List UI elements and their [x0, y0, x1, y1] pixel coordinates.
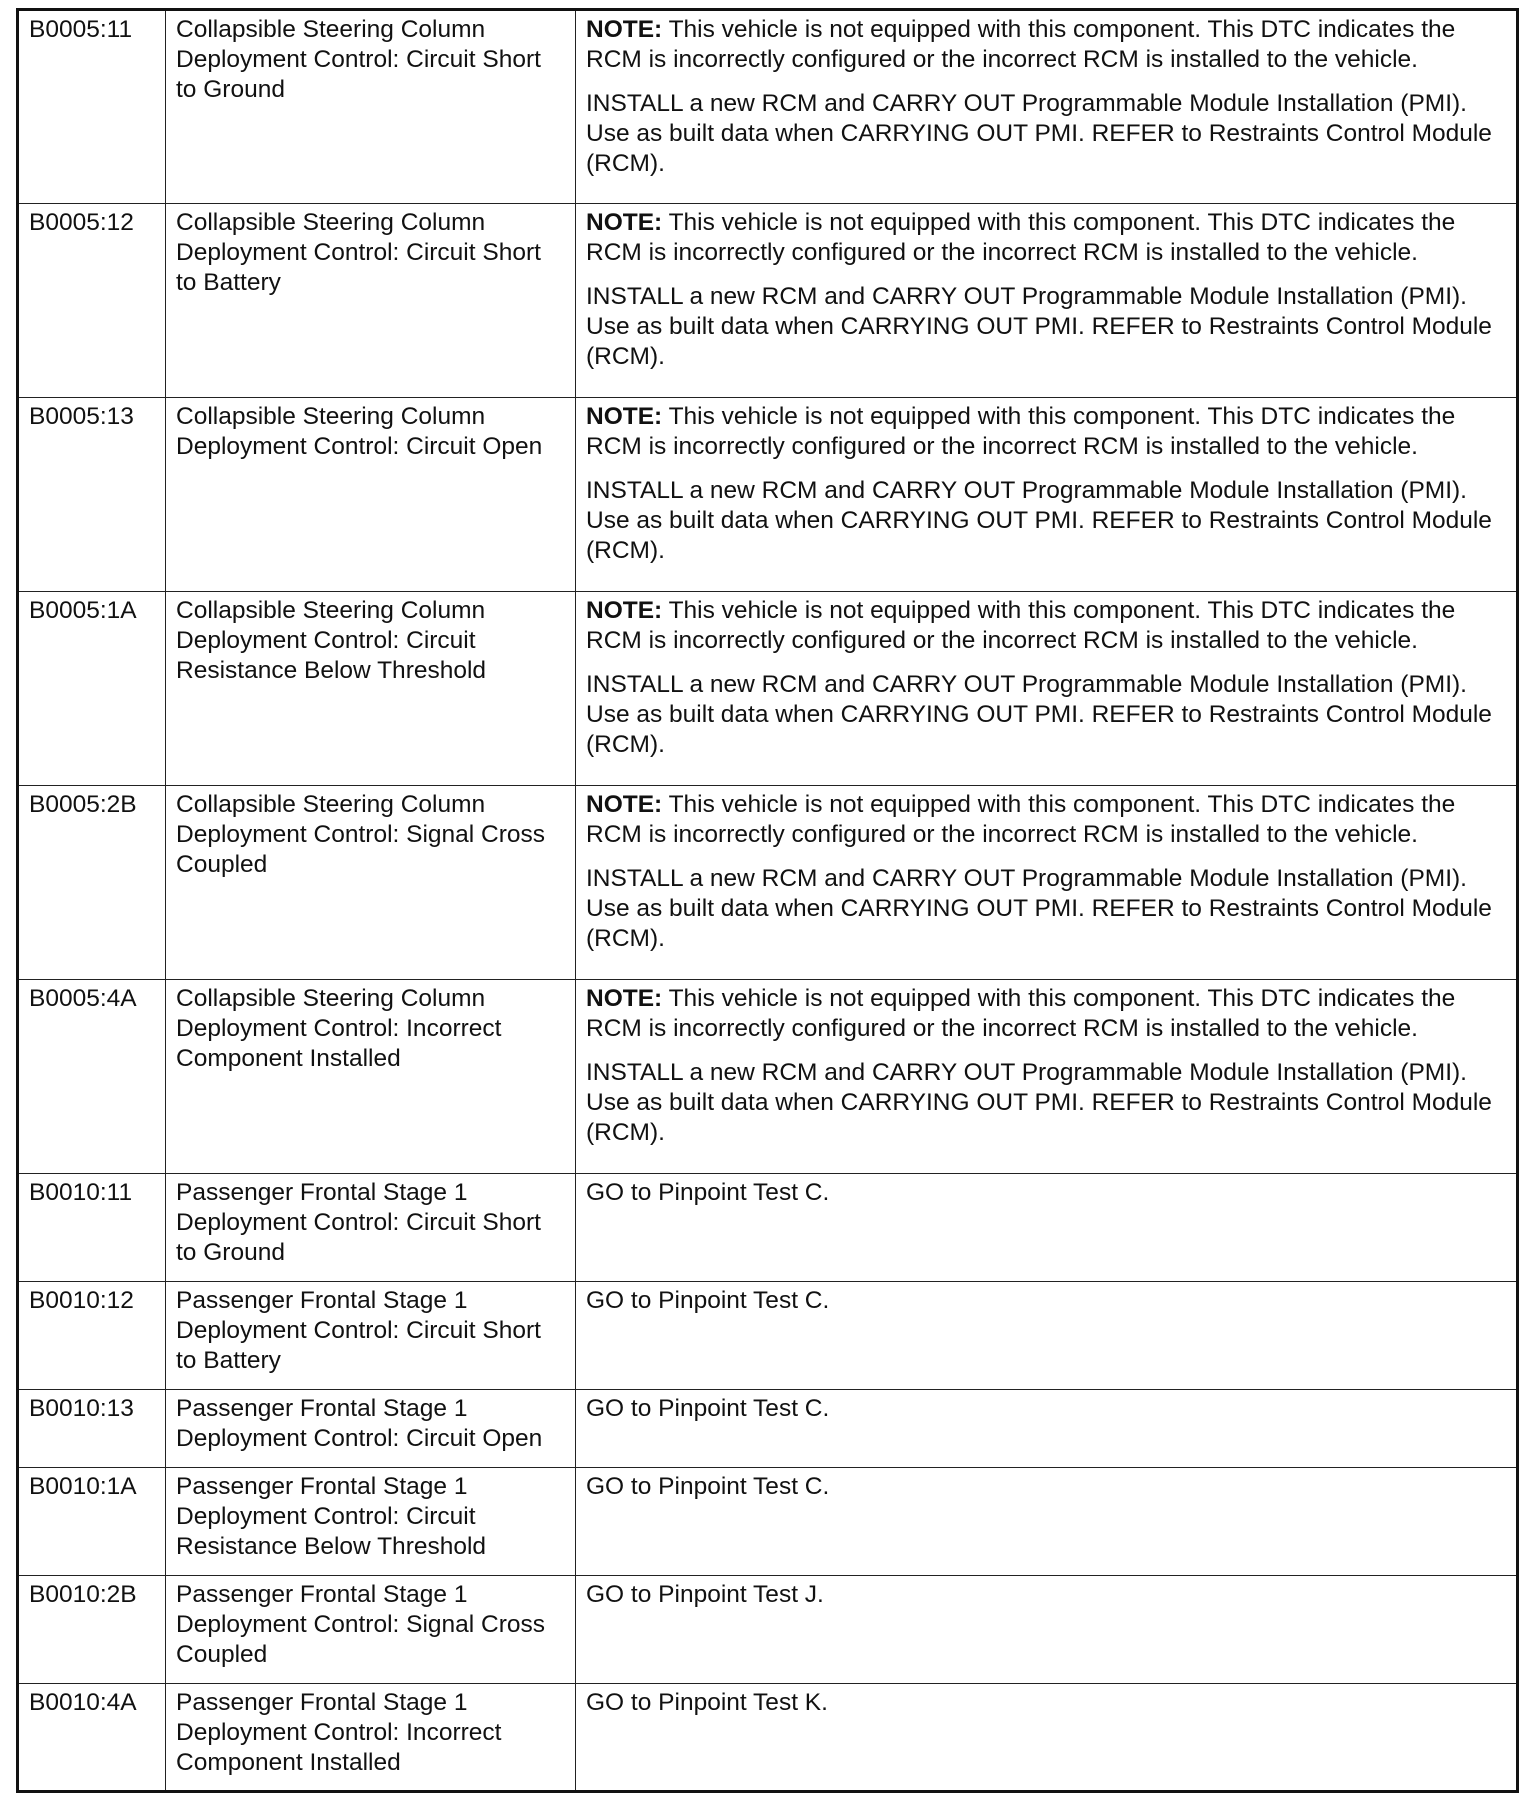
note-text: This vehicle is not equipped with this component. This DTC indicates the RCM is incorrectly configured or the incorrect RCM is installed to the vehicle.: [586, 16, 1456, 73]
action-text: INSTALL a new RCM and CARRY OUT Programmable Module Installation (PMI). Use as built data when CARRYING OUT PMI. REFER to Restraints Control Module (RCM).: [586, 671, 1492, 758]
dtc-description: Passenger Frontal Stage 1 Deployment Control: Signal Cross Coupled: [166, 1576, 576, 1684]
dtc-action-text: GO to Pinpoint Test C.: [576, 1390, 1518, 1468]
dtc-code: B0010:1A: [18, 1468, 166, 1576]
dtc-code: B0010:2B: [18, 1576, 166, 1684]
dtc-description: Passenger Frontal Stage 1 Deployment Control: Circuit Short to Ground: [166, 1174, 576, 1282]
note-paragraph: [586, 984, 1508, 1044]
note-label: NOTE:: [586, 209, 663, 236]
action-text: INSTALL a new RCM and CARRY OUT Programmable Module Installation (PMI). Use as built data when CARRYING OUT PMI. REFER to Restraints Control Module (RCM).: [586, 477, 1492, 564]
dtc-code: B0010:4A: [18, 1684, 166, 1792]
dtc-action-text: GO to Pinpoint Test C.: [576, 1468, 1518, 1576]
dtc-action-text: GO to Pinpoint Test C.: [576, 1282, 1518, 1390]
table-row: [18, 592, 1518, 786]
note-text: This vehicle is not equipped with this component. This DTC indicates the RCM is incorrectly configured or the incorrect RCM is installed to the vehicle.: [586, 597, 1456, 654]
note-paragraph: [586, 596, 1508, 656]
note-label: NOTE:: [586, 403, 663, 430]
dtc-code: B0005:13: [18, 398, 166, 592]
dtc-table-body: [18, 10, 1518, 1792]
dtc-code: B0010:12: [18, 1282, 166, 1390]
dtc-code: B0010:13: [18, 1390, 166, 1468]
table-row: [18, 1468, 1518, 1576]
note-paragraph: [586, 790, 1508, 850]
dtc-code: B0005:11: [18, 10, 166, 204]
dtc-description: Collapsible Steering Column Deployment Control: Circuit Open: [166, 398, 576, 592]
dtc-action-text: GO to Pinpoint Test K.: [576, 1684, 1518, 1792]
dtc-description: Passenger Frontal Stage 1 Deployment Control: Circuit Open: [166, 1390, 576, 1468]
dtc-table: [16, 8, 1519, 1793]
table-row: [18, 1576, 1518, 1684]
table-row: [18, 1390, 1518, 1468]
dtc-action-cell: [576, 398, 1518, 592]
dtc-description: Collapsible Steering Column Deployment Control: Incorrect Component Installed: [166, 980, 576, 1174]
table-row: [18, 10, 1518, 204]
note-label: NOTE:: [586, 16, 663, 43]
dtc-action-cell: [576, 10, 1518, 204]
action-text: INSTALL a new RCM and CARRY OUT Programmable Module Installation (PMI). Use as built data when CARRYING OUT PMI. REFER to Restraints Control Module (RCM).: [586, 1059, 1492, 1146]
action-text: INSTALL a new RCM and CARRY OUT Programmable Module Installation (PMI). Use as built data when CARRYING OUT PMI. REFER to Restraints Control Module (RCM).: [586, 90, 1492, 177]
note-label: NOTE:: [586, 597, 663, 624]
dtc-description: Collapsible Steering Column Deployment Control: Circuit Short to Battery: [166, 204, 576, 398]
note-paragraph: [586, 402, 1508, 462]
dtc-code: B0005:1A: [18, 592, 166, 786]
dtc-action-text: GO to Pinpoint Test J.: [576, 1576, 1518, 1684]
dtc-code: B0005:2B: [18, 786, 166, 980]
dtc-code: B0010:11: [18, 1174, 166, 1282]
note-label: NOTE:: [586, 791, 663, 818]
action-text: INSTALL a new RCM and CARRY OUT Programmable Module Installation (PMI). Use as built data when CARRYING OUT PMI. REFER to Restraints Control Module (RCM).: [586, 865, 1492, 952]
note-text: This vehicle is not equipped with this component. This DTC indicates the RCM is incorrectly configured or the incorrect RCM is installed to the vehicle.: [586, 985, 1456, 1042]
note-text: This vehicle is not equipped with this component. This DTC indicates the RCM is incorrectly configured or the incorrect RCM is installed to the vehicle.: [586, 403, 1456, 460]
dtc-code: B0005:4A: [18, 980, 166, 1174]
dtc-action-cell: [576, 980, 1518, 1174]
note-paragraph: [586, 15, 1508, 75]
action-text: INSTALL a new RCM and CARRY OUT Programmable Module Installation (PMI). Use as built data when CARRYING OUT PMI. REFER to Restraints Control Module (RCM).: [586, 283, 1492, 370]
table-row: [18, 1684, 1518, 1792]
dtc-action-cell: [576, 204, 1518, 398]
note-paragraph: [586, 208, 1508, 268]
table-row: [18, 1174, 1518, 1282]
table-row: [18, 980, 1518, 1174]
table-row: [18, 786, 1518, 980]
note-text: This vehicle is not equipped with this component. This DTC indicates the RCM is incorrectly configured or the incorrect RCM is installed to the vehicle.: [586, 791, 1456, 848]
dtc-code: B0005:12: [18, 204, 166, 398]
dtc-description: Passenger Frontal Stage 1 Deployment Control: Circuit Short to Battery: [166, 1282, 576, 1390]
note-text: This vehicle is not equipped with this component. This DTC indicates the RCM is incorrectly configured or the incorrect RCM is installed to the vehicle.: [586, 209, 1456, 266]
note-label: NOTE:: [586, 985, 663, 1012]
dtc-action-cell: [576, 592, 1518, 786]
dtc-description: Collapsible Steering Column Deployment Control: Circuit Resistance Below Threshold: [166, 592, 576, 786]
table-row: [18, 398, 1518, 592]
dtc-description: Passenger Frontal Stage 1 Deployment Control: Incorrect Component Installed: [166, 1684, 576, 1792]
dtc-action-cell: [576, 786, 1518, 980]
dtc-description: Collapsible Steering Column Deployment Control: Circuit Short to Ground: [166, 10, 576, 204]
table-row: [18, 1282, 1518, 1390]
table-row: [18, 204, 1518, 398]
dtc-description: Collapsible Steering Column Deployment Control: Signal Cross Coupled: [166, 786, 576, 980]
dtc-description: Passenger Frontal Stage 1 Deployment Control: Circuit Resistance Below Threshold: [166, 1468, 576, 1576]
dtc-action-text: GO to Pinpoint Test C.: [576, 1174, 1518, 1282]
